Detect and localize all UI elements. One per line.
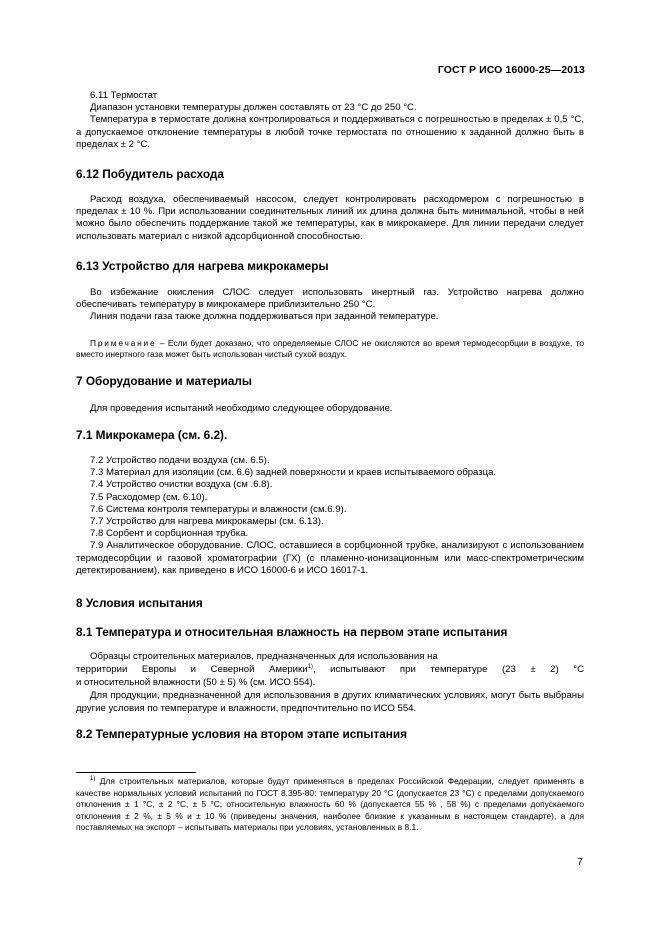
page-number: 7 — [577, 856, 583, 868]
section-8-2-title: 8.2 Температурные условия на втором этапе испытания — [76, 727, 408, 741]
footnote-ref: 1) — [307, 664, 313, 670]
section-8-1-line-1: Образцы строительных материалов, предназначенных для использования на — [90, 651, 438, 662]
section-6-12-body — [76, 194, 584, 243]
list-item: 7.5 Расходомер (см. 6.10). — [90, 491, 208, 503]
section-8-1-title: 8.1 Температура и относительная влажность на первом этапе испытания — [76, 625, 508, 639]
section-8-1-line-2-text: территории Европы и Северной Америки — [76, 664, 308, 675]
section-7-title: 7 Оборудование и материалы — [76, 374, 252, 388]
section-6-13-paragraph-1: Во избежание окисления СЛОС следует использовать инертный газ. Устройство нагрева должно обеспечивать температуру в микрокамере приблизительно 250 °С. — [76, 287, 584, 311]
section-6-11-paragraph-2: Температура в термостате должна контролироваться и поддерживаться с погрешностью в пределах ± 0,5 °С, а допускаемое отклонение температуры в любой точке термостата по отношению к заданной должно быть в пределах ± 2 °С. — [76, 114, 584, 150]
footnote-divider — [76, 772, 196, 773]
section-8-title: 8 Условия испытания — [76, 596, 203, 610]
section-7 — [76, 375, 584, 387]
section-8-1-line-2-tail: , испытывают при температуре (23 ± 2) °С — [312, 664, 584, 675]
section-8-2 — [76, 728, 584, 740]
section-8-1 — [76, 626, 584, 638]
note-paragraph — [76, 338, 584, 360]
section-8-1-body — [76, 650, 584, 715]
footnote-text: Для строительных материалов, которые будут применяться в пределах Российской Федерации, следует применять в качестве нормальных условий испытаний по ГОСТ 8.395-80: температуру 20 °С (допускается 23 °С) с пределами допускаемого отклонения ± 1 °С, ± 2 °С, ± 5 °С; относительную влажность 60 % (допускается 55 % , 58 %) с пределами допускаемого отклонения ± 2 %, ± 5 % и ± 10 % (приведены значения, наиболее близкие к указанным в настоящем стандарте), а для поставляемых на экспорт – испытывать материалы при условиях, установленных в 8.1. — [76, 776, 584, 833]
list-item: 7.7 Устройство для нагрева микрокамеры (см. 6.13). — [90, 516, 324, 528]
section-6-12 — [76, 168, 584, 180]
section-6-13-note — [76, 338, 584, 360]
section-6-11-paragraph-1: Диапазон установки температуры должен составлять от 23 °С до 250 °С. — [90, 102, 417, 114]
section-6-13-body — [76, 287, 584, 324]
list-item: 7.3 Материал для изоляции (см. 6.6) задней поверхности и краев испытываемого образца. — [90, 467, 497, 479]
standard-header: ГОСТ Р ИСО 16000-25—2013 — [437, 64, 585, 76]
section-7-1 — [76, 429, 584, 441]
list-item-7-9: 7.9 Аналитическое оборудование. СЛОС, оставшиеся в сорбционной трубке, анализируют с использованием термодесорбции и газовой хроматографии (ГХ) (с пламенно-ионизационным или масс-спектрометрическим детектированием), как приведено в ИСО 16000-6 и ИСО 16017-1. — [76, 540, 584, 576]
equipment-list — [76, 455, 584, 577]
section-6-13-paragraph-2: Линия подачи газа также должна поддерживаться при заданной температуре. — [90, 311, 439, 323]
section-6-11 — [76, 90, 584, 151]
section-7-body — [76, 403, 584, 415]
section-8-1-line-3: и относительной влажности (50 ± 5) % (см. ИСО 554). — [76, 677, 316, 688]
footnote — [76, 776, 584, 834]
list-item: 7.2 Устройство подачи воздуха (см. 6.5). — [90, 455, 270, 466]
section-8-1-paragraph-2: Для продукции, предназначенной для использования в других климатических условиях, могут быть выбраны другие условия по температуре и влажности, предпочтительно по ИСО 554. — [76, 690, 584, 714]
section-6-11-title: 6.11 Термостат — [90, 90, 158, 101]
note-text: – Если будет доказано, что определяемые СЛОС не окисляются во время термодесорбции в воздухе, то вместо инертного газа может быть использован чистый сухой воздух. — [76, 338, 584, 359]
section-7-1-title: 7.1 Микрокамера (см. 6.2). — [76, 428, 228, 442]
list-item: 7.8 Сорбент и сорбционная трубка. — [90, 528, 249, 540]
section-6-12-title: 6.12 Побудитель расхода — [76, 167, 224, 181]
note-label: Примечание — [90, 338, 157, 348]
footnote-mark: 1) — [90, 776, 96, 782]
section-6-12-paragraph: Расход воздуха, обеспечиваемый насосом, следует контролировать расходомером с погрешностью в пределах ± 10 %. При использовании соединительных линий их длина должна быть минимальной, чтобы в ней можно было обеспечить поддержание такой же температуры, как в микрокамере. Для линии передачи следует использовать материал с низкой адсорбционной способностью. — [76, 194, 584, 242]
section-8-1-line-2 — [76, 663, 584, 676]
list-item: 7.6 Система контроля температуры и влажности (см.6.9). — [90, 503, 347, 515]
section-6-13-title: 6.13 Устройство для нагрева микрокамеры — [76, 259, 329, 273]
list-item: 7.4 Устройство очистки воздуха (см .6.8). — [90, 479, 273, 491]
section-8 — [76, 597, 584, 609]
section-7-paragraph: Для проведения испытаний необходимо следующее оборудование. — [90, 403, 393, 414]
section-6-13 — [76, 260, 584, 272]
